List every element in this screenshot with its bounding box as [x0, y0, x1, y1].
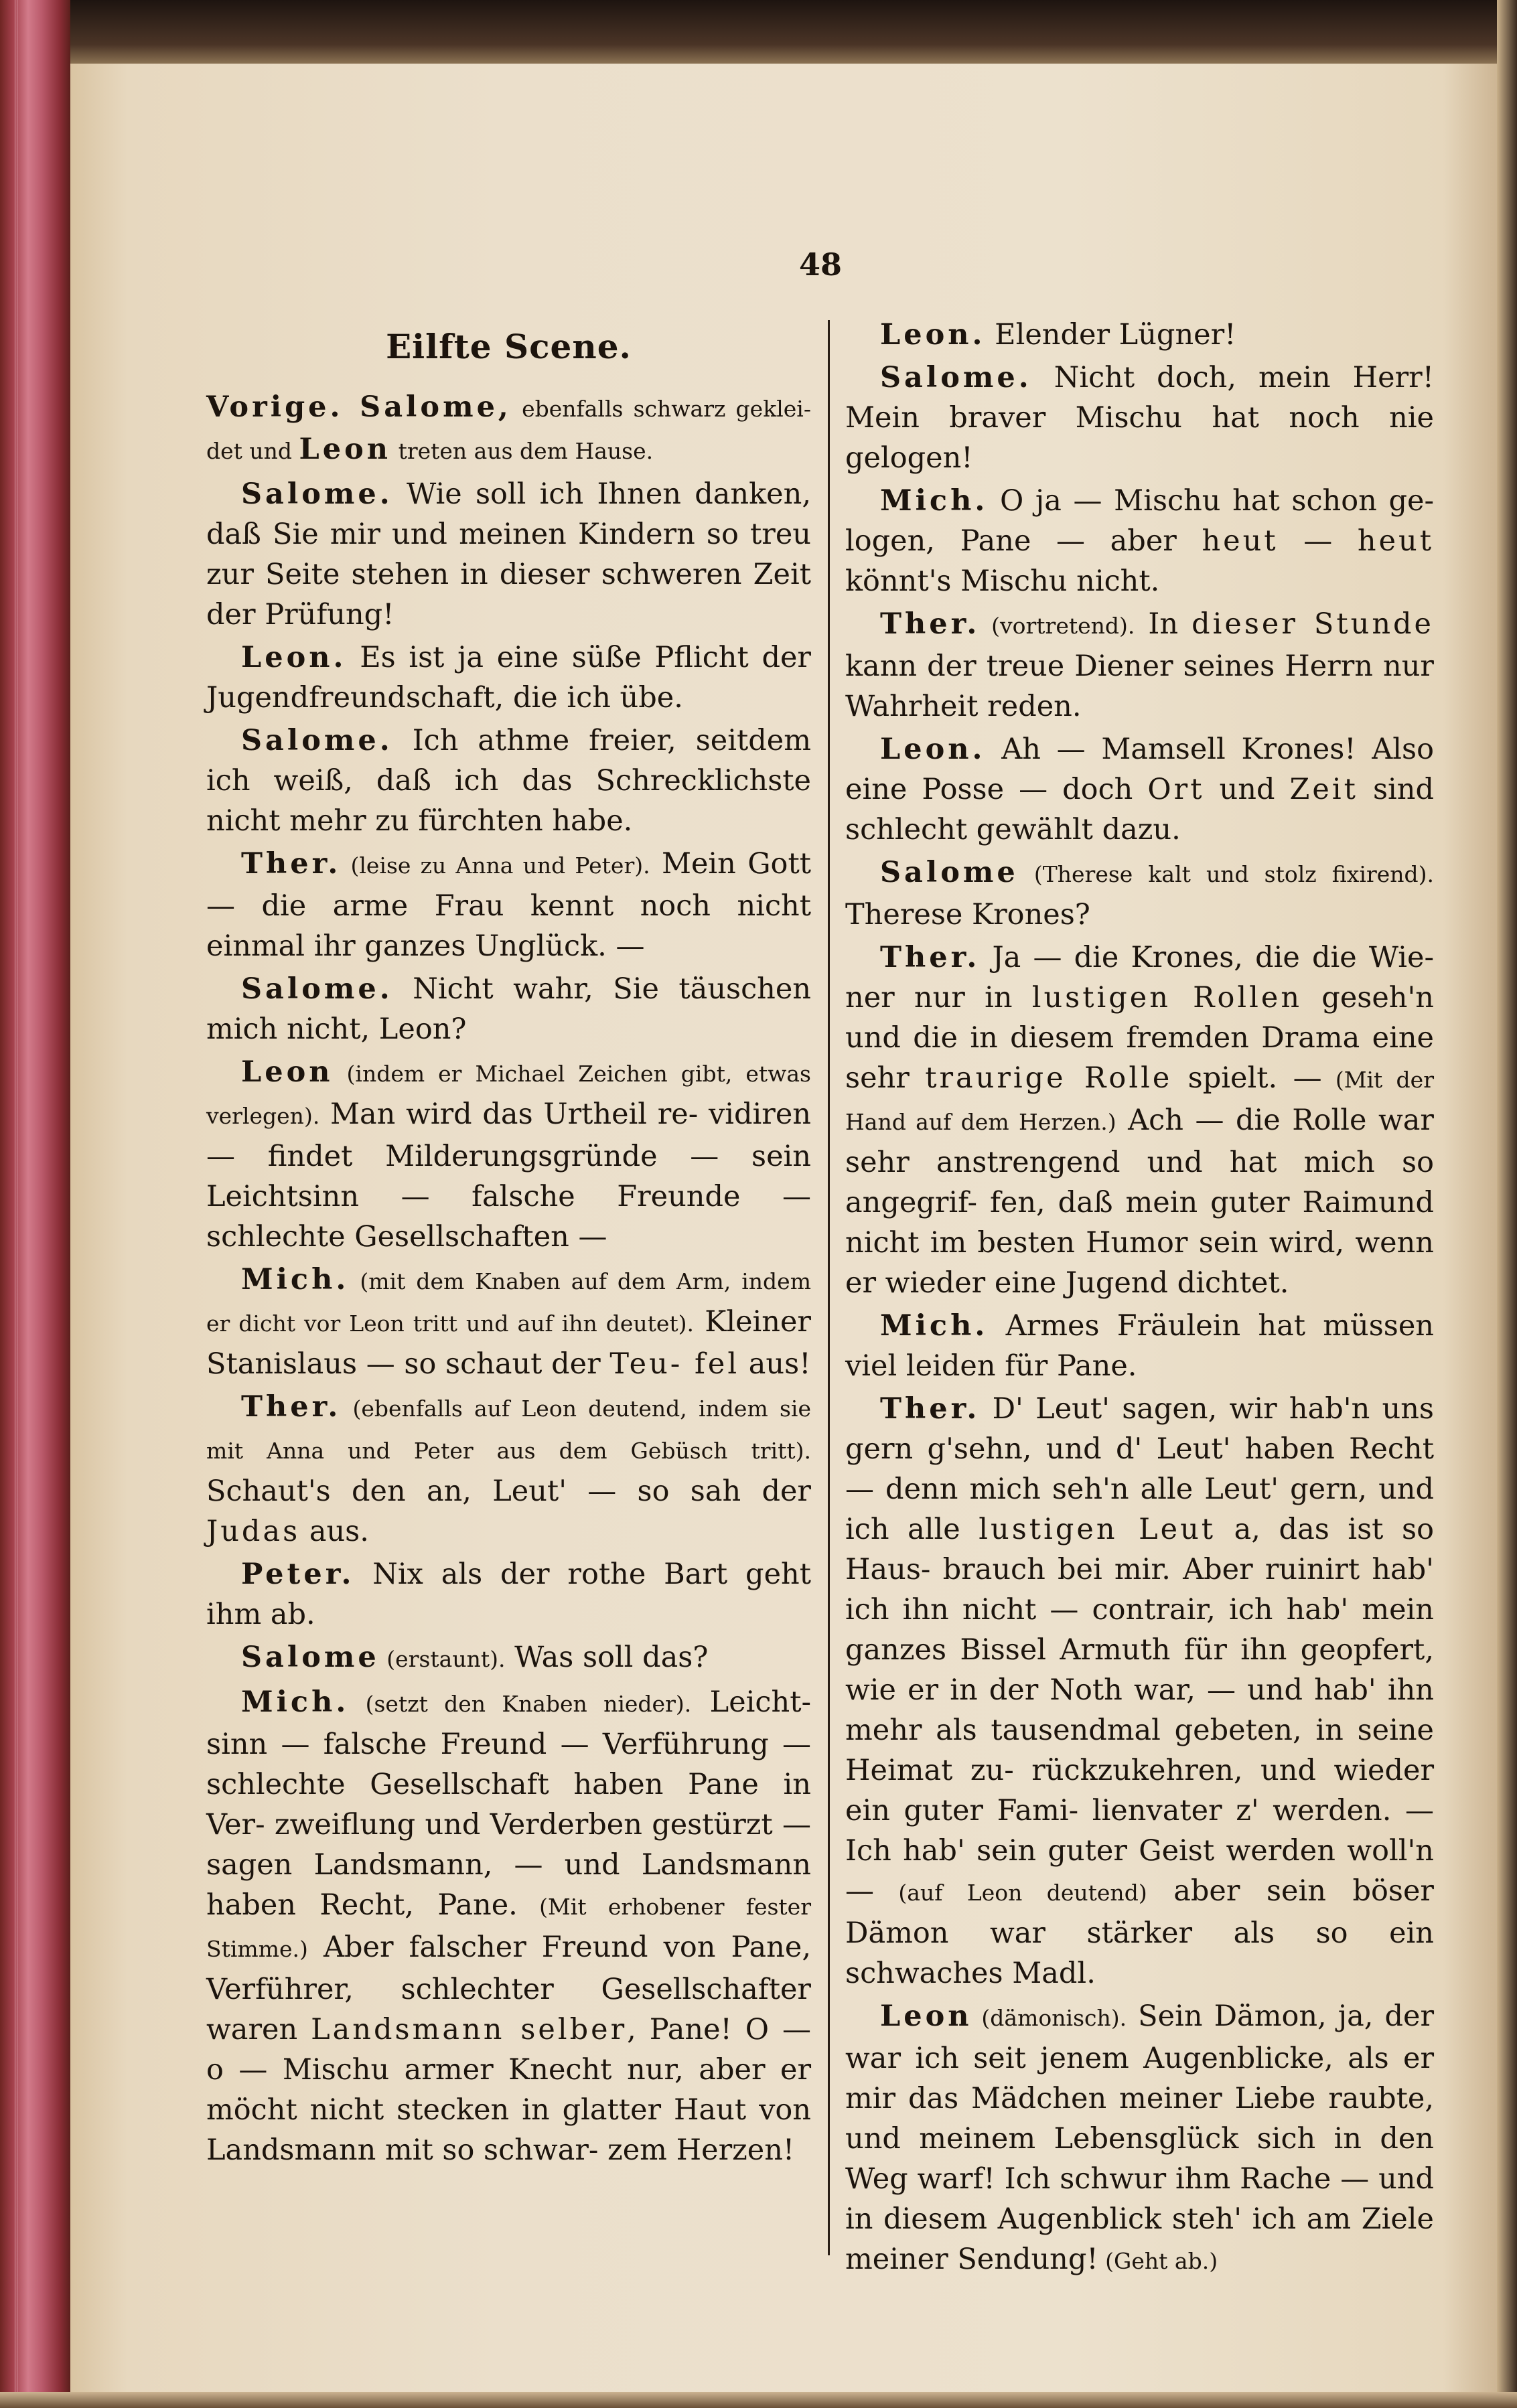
dialogue-text: Therese Krones? — [845, 898, 1090, 931]
dialogue-text: Armes Fräulein hat müssen viel leiden für Pane. — [845, 1309, 1434, 1383]
speaker-name: Leon — [241, 1055, 334, 1089]
book-binding — [0, 0, 70, 2408]
dialogue-paragraph — [845, 1389, 1434, 1993]
spaced-emphasis: Landsmann selber — [311, 2013, 628, 2046]
dialogue-text: aber sein böser Dämon war stärker als so ein schwaches Madl. — [845, 1874, 1434, 1990]
speaker-name: Peter. — [241, 1558, 355, 1591]
stage-direction: treten aus dem Hause. — [391, 438, 654, 464]
dialogue-paragraph — [845, 315, 1434, 355]
dialogue-text: Elender Lügner! — [985, 318, 1236, 352]
dialogue-paragraph — [845, 481, 1434, 601]
speaker-name: Ther. — [880, 941, 981, 974]
dialogue-text: Ich athme freier, seitdem ich weiß, daß ich das Schrecklichste nicht mehr zu fürchten habe. — [206, 724, 811, 838]
dialogue-text: Leicht- sinn — falsche Freund — Verführung — schlechte Gesellschaft haben Pane in Ver- zweiflung und Verderben gestürzt — sagen Landsmann, — und Landsmann haben Recht, Pane. — [206, 1685, 812, 1922]
speaker-name: Mich. — [241, 1685, 350, 1719]
dialogue-text: Kleiner Stanislaus — so schaut der — [206, 1305, 811, 1381]
spaced-emphasis: Teu- fel — [609, 1347, 740, 1381]
dialogue-paragraph — [206, 1682, 811, 2170]
stage-direction: (dämonisch). — [972, 2005, 1127, 2031]
dialogue-text: sind schlecht gewählt dazu. — [845, 773, 1434, 846]
dialogue-text: , Pane! O — o — Mischu armer Knecht nur, aber er möcht nicht stecken in glatter Haut von Landsmann mit so schwar- zem Herzen! — [206, 2013, 811, 2167]
speaker-name: Leon. — [880, 318, 986, 352]
speaker-name: Salome. — [241, 477, 393, 511]
book-top-edge — [0, 0, 1517, 64]
dialogue-paragraph — [845, 1996, 1434, 2281]
dialogue-text: In — [1135, 607, 1192, 641]
dialogue-paragraph — [845, 1306, 1434, 1386]
stage-direction: (setzt den Knaben nieder). — [349, 1691, 692, 1717]
spaced-emphasis: Zeit — [1289, 773, 1358, 806]
speaker-name: Salome — [241, 1641, 380, 1674]
page-number: 48 — [798, 246, 842, 283]
dialogue-paragraph — [206, 1554, 811, 1635]
stage-direction: (indem er Michael Zeichen gibt, etwas verlegen). — [206, 1061, 811, 1129]
dialogue-text: geseh'n und die in diesem fremden Drama eine sehr — [845, 981, 1434, 1095]
left-column — [206, 315, 811, 2173]
dialogue-text: Mein Gott — die arme Frau kennt noch nicht einmal ihr ganzes Unglück. — — [206, 847, 812, 963]
dialogue-text: Sein Dämon, ja, der war ich seit jenem Augenblicke, als er mir das Mädchen meiner Liebe raubte, und meinem Lebensglück sich in den Weg warf! Ich schwur ihm Rache — und in diesem Augenblick steh' ich am Ziele meiner Sendung! — [845, 2000, 1434, 2276]
dialogue-text: spielt. — — [1172, 1061, 1322, 1095]
speaker-name: Leon. — [880, 733, 986, 766]
dialogue-paragraph — [206, 1637, 811, 1679]
speaker-name: Leon — [299, 433, 392, 466]
dialogue-text: Schaut's den an, Leut' — so sah der — [206, 1475, 811, 1508]
spaced-emphasis: lustigen Rollen — [1031, 981, 1303, 1014]
speaker-name: Leon — [880, 2000, 972, 2033]
dialogue-text: aus! — [739, 1347, 811, 1381]
dialogue-text: O ja — Mischu hat schon ge- logen, Pane — aber — [845, 484, 1434, 558]
dialogue-paragraph — [206, 969, 811, 1049]
speaker-name: Ther. — [880, 1392, 981, 1426]
column-divider — [828, 320, 830, 2255]
dialogue-paragraph — [206, 637, 811, 718]
speaker-name: Mich. — [241, 1263, 350, 1296]
page-right-shadow — [1497, 0, 1517, 2408]
stage-direction: (Therese kalt und stolz fixirend). — [1018, 861, 1434, 887]
speaker-name: Vorige. Salome, — [206, 390, 512, 424]
stage-direction: ebenfalls schwarz geklei- det und — [206, 396, 811, 464]
dialogue-text: und — [1204, 773, 1290, 806]
dialogue-paragraph — [206, 844, 811, 966]
dialogue-text: aus. — [300, 1515, 369, 1548]
stage-direction: (leise zu Anna und Peter). — [341, 852, 650, 879]
dialogue-paragraph — [206, 1260, 811, 1384]
dialogue-text: Nicht doch, mein Herr! Mein braver Mischu hat noch nie gelogen! — [845, 361, 1434, 475]
dialogue-text: könnt's Mischu nicht. — [845, 565, 1160, 598]
dialogue-text: Aber falscher Freund von Pane, Verführer, schlechter Gesellschafter waren — [206, 1931, 811, 2046]
scene-heading: Eilfte Scene. — [386, 327, 632, 366]
stage-direction: (vortretend). — [980, 613, 1135, 639]
dialogue-text: kann der treue Diener seines Herrn nur Wahrheit reden. — [845, 650, 1434, 723]
speaker-name: Ther. — [241, 1390, 342, 1424]
dialogue-text: Ach — die Rolle war sehr anstrengend und hat mich so angegrif- fen, daß mein guter Raimund nicht im besten Humor sein wird, wenn er wieder eine Jugend dichtet. — [845, 1104, 1434, 1300]
stage-direction: (Mit der Hand auf dem Herzen.) — [845, 1067, 1434, 1135]
spaced-emphasis: lustigen Leut — [979, 1513, 1216, 1546]
dialogue-text: a, das ist so Haus- brauch bei mir. Aber ruinirt hab' ich ihn nicht — contrair, ich hab' mein ganzes Bissel Armuth für ihn geopfert, wie er in der Noth war, — und hab' ihn mehr als tausendmal gebeten, in seine Heimat zu- rückzukehren, und wieder ein guter Fami- lienvater z' werden. — Ich hab' sein guter Geist werden woll'n — — [845, 1513, 1435, 1908]
spaced-emphasis: Ort — [1147, 773, 1205, 806]
dialogue-paragraph — [206, 1387, 811, 1552]
stage-direction: (Mit erhobener fester Stimme.) — [206, 1894, 811, 1962]
dialogue-text: D' Leut' sagen, wir hab'n uns gern g'sehn, und d' Leut' haben Recht — denn mich seh'n alle Leut' gern, und ich alle — [845, 1392, 1434, 1546]
spaced-emphasis: Judas — [206, 1515, 301, 1548]
dialogue-paragraph — [845, 358, 1434, 478]
dialogue-paragraph — [845, 852, 1434, 935]
stage-direction: (Geht ab.) — [1098, 2248, 1218, 2274]
dialogue-paragraph — [845, 937, 1434, 1303]
stage-direction: (auf Leon deutend) — [874, 1880, 1147, 1906]
speaker-name: Mich. — [880, 484, 989, 518]
dialogue-text: — — [1278, 524, 1358, 558]
speaker-name: Salome — [880, 856, 1019, 889]
dialogue-text: Ah — Mamsell Krones! Also eine Posse — doch — [845, 733, 1434, 806]
dialogue-text: Man wird das Urtheil re- vidiren — findet Milderungsgründe — sein Leichtsinn — falsche Freunde — schlechte Gesellschaften — — [206, 1098, 811, 1254]
dialogue-paragraph — [845, 604, 1434, 727]
page-bottom-edge — [0, 2392, 1517, 2408]
spaced-emphasis: heut — [1357, 524, 1434, 558]
spaced-emphasis: traurige Rolle — [925, 1061, 1173, 1095]
dialogue-paragraph — [206, 387, 811, 471]
speaker-name: Salome. — [880, 361, 1032, 394]
spaced-emphasis: heut — [1202, 524, 1279, 558]
speaker-name: Ther. — [880, 607, 981, 641]
dialogue-text: Was soll das? — [505, 1641, 709, 1674]
dialogue-text: Ja — die Krones, die die Wie- ner nur in — [845, 941, 1434, 1014]
stage-direction: (erstaunt). — [379, 1646, 506, 1672]
dialogue-text: Nix als der rothe Bart geht ihm ab. — [206, 1558, 811, 1631]
dialogue-paragraph — [206, 721, 811, 841]
dialogue-paragraph — [206, 1052, 811, 1257]
dialogue-paragraph — [206, 474, 811, 635]
stage-direction: (ebenfalls auf Leon deutend, indem sie mit Anna und Peter aus dem Gebüsch tritt). — [206, 1396, 811, 1464]
right-column — [845, 315, 1434, 2284]
spaced-emphasis: dieser Stunde — [1191, 607, 1434, 641]
speaker-name: Salome. — [241, 972, 393, 1006]
dialogue-paragraph — [845, 729, 1434, 850]
speaker-name: Ther. — [241, 847, 342, 881]
dialogue-text: Wie soll ich Ihnen danken, daß Sie mir und meinen Kindern so treu zur Seite stehen in dieser schweren Zeit der Prüfung! — [206, 477, 811, 631]
stage-direction: (mit dem Knaben auf dem Arm, indem er dicht vor Leon tritt und auf ihn deutet). — [206, 1268, 811, 1337]
speaker-name: Mich. — [880, 1309, 989, 1343]
dialogue-text: Nicht wahr, Sie täuschen mich nicht, Leon? — [206, 972, 811, 1046]
speaker-name: Salome. — [241, 724, 393, 757]
speaker-name: Leon. — [241, 641, 347, 674]
dialogue-text: Es ist ja eine süße Pflicht der Jugendfreundschaft, die ich übe. — [206, 641, 811, 714]
